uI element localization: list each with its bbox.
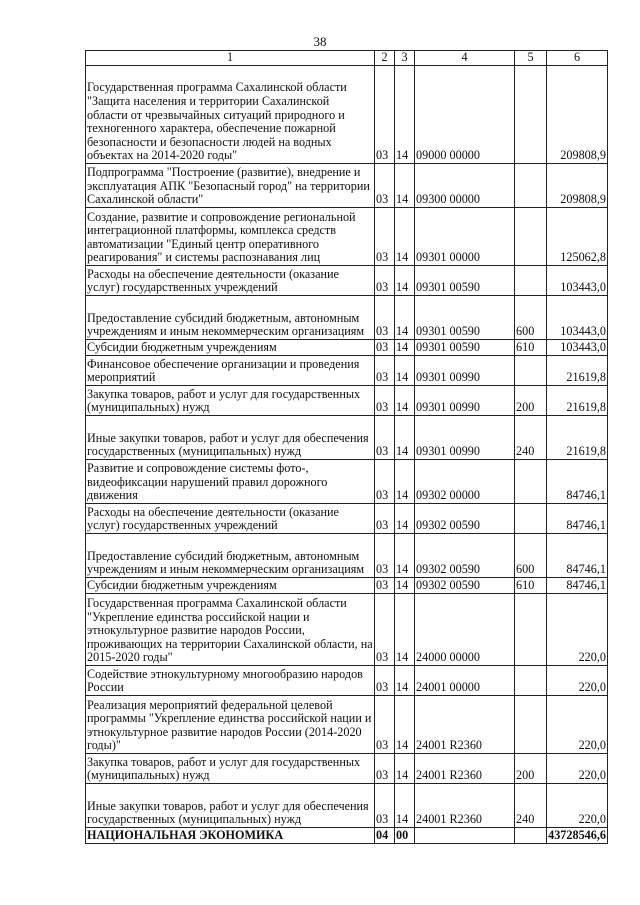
row-name-cell: Иные закупки товаров, работ и услуг для обеспечения государственных (муниципальных) нужд (86, 416, 375, 460)
table-row (86, 828, 608, 844)
target-article-cell: 09000 00000 (415, 66, 515, 164)
row-name-cell: Расходы на обеспечение деятельности (оказание услуг) государственных учреждений (86, 504, 375, 534)
expense-type-cell: 200 (515, 386, 547, 416)
section-code-cell: 03 (375, 386, 395, 416)
target-article-cell (415, 828, 515, 844)
amount-cell: 84746,1 (547, 534, 608, 578)
subsection-code-cell: 14 (395, 356, 415, 386)
expense-type-cell: 600 (515, 296, 547, 340)
section-code-cell: 03 (375, 460, 395, 504)
table-row (86, 66, 608, 164)
table-row (86, 594, 608, 666)
row-name-cell: Реализация мероприятий федеральной целевой программы "Укрепление единства российской нации и этнокультурное развитие народов России (2014-2020 годы)" (86, 696, 375, 754)
section-code-cell: 03 (375, 754, 395, 784)
table-row (86, 784, 608, 828)
target-article-cell: 09301 00990 (415, 356, 515, 386)
amount-cell: 220,0 (547, 666, 608, 696)
section-code-cell: 04 (375, 828, 395, 844)
subsection-code-cell: 14 (395, 340, 415, 356)
expense-type-cell (515, 504, 547, 534)
target-article-cell: 09301 00990 (415, 386, 515, 416)
subsection-code-cell: 14 (395, 208, 415, 266)
amount-cell: 220,0 (547, 784, 608, 828)
row-name-cell: Создание, развитие и сопровождение региональной интеграционной платформы, комплекса средств автоматизации "Единый центр оперативного реагирования" и системы распознавания лиц (86, 208, 375, 266)
target-article-cell: 24001 R2360 (415, 754, 515, 784)
table-row (86, 416, 608, 460)
section-code-cell: 03 (375, 578, 395, 594)
target-article-cell: 09301 00590 (415, 296, 515, 340)
expense-type-cell (515, 66, 547, 164)
amount-cell: 21619,8 (547, 356, 608, 386)
expense-type-cell (515, 356, 547, 386)
target-article-cell: 09301 00590 (415, 340, 515, 356)
target-article-cell: 09300 00000 (415, 164, 515, 208)
amount-cell: 21619,8 (547, 386, 608, 416)
row-name-cell: НАЦИОНАЛЬНАЯ ЭКОНОМИКА (86, 828, 375, 844)
section-code-cell: 03 (375, 340, 395, 356)
target-article-cell: 09302 00590 (415, 578, 515, 594)
section-code-cell: 03 (375, 784, 395, 828)
target-article-cell: 09302 00000 (415, 460, 515, 504)
row-name-cell: Содействие этнокультурному многообразию народов России (86, 666, 375, 696)
table-row (86, 696, 608, 754)
target-article-cell: 09301 00990 (415, 416, 515, 460)
target-article-cell: 09302 00590 (415, 534, 515, 578)
expense-type-cell (515, 164, 547, 208)
subsection-code-cell: 14 (395, 164, 415, 208)
section-code-cell: 03 (375, 696, 395, 754)
target-article-cell: 09302 00590 (415, 504, 515, 534)
table-row (86, 164, 608, 208)
amount-cell: 220,0 (547, 754, 608, 784)
target-article-cell: 09301 00590 (415, 266, 515, 296)
table-row (86, 386, 608, 416)
header-cell: 4 (415, 51, 515, 66)
row-name-cell: Закупка товаров, работ и услуг для государственных (муниципальных) нужд (86, 754, 375, 784)
amount-cell: 220,0 (547, 696, 608, 754)
row-name-cell: Государственная программа Сахалинской области "Укрепление единства российской нации и этнокультурное развитие народов России, проживающих на территории Сахалинской области, на 2015-2020 годы" (86, 594, 375, 666)
section-code-cell: 03 (375, 208, 395, 266)
subsection-code-cell: 14 (395, 460, 415, 504)
table-row (86, 534, 608, 578)
row-name-cell: Расходы на обеспечение деятельности (оказание услуг) государственных учреждений (86, 266, 375, 296)
table-row (86, 208, 608, 266)
expense-type-cell (515, 594, 547, 666)
section-code-cell: 03 (375, 266, 395, 296)
table-row (86, 340, 608, 356)
row-name-cell: Закупка товаров, работ и услуг для государственных (муниципальных) нужд (86, 386, 375, 416)
expense-type-cell (515, 208, 547, 266)
subsection-code-cell: 14 (395, 296, 415, 340)
section-code-cell: 03 (375, 534, 395, 578)
subsection-code-cell: 14 (395, 666, 415, 696)
amount-cell: 125062,8 (547, 208, 608, 266)
header-cell: 3 (395, 51, 415, 66)
table-row (86, 356, 608, 386)
header-cell: 5 (515, 51, 547, 66)
table-row (86, 666, 608, 696)
table-row (86, 296, 608, 340)
row-name-cell: Предоставление субсидий бюджетным, автономным учреждениям и иным некоммерческим организациям (86, 534, 375, 578)
amount-cell: 84746,1 (547, 460, 608, 504)
row-name-cell: Предоставление субсидий бюджетным, автономным учреждениям и иным некоммерческим организациям (86, 296, 375, 340)
expense-type-cell: 610 (515, 340, 547, 356)
row-name-cell: Иные закупки товаров, работ и услуг для обеспечения государственных (муниципальных) нужд (86, 784, 375, 828)
subsection-code-cell: 14 (395, 266, 415, 296)
row-name-cell: Развитие и сопровождение системы фото-, видеофиксации нарушений правил дорожного движения (86, 460, 375, 504)
target-article-cell: 24001 R2360 (415, 696, 515, 754)
subsection-code-cell: 14 (395, 754, 415, 784)
amount-cell: 84746,1 (547, 578, 608, 594)
expense-type-cell (515, 266, 547, 296)
target-article-cell: 09301 00000 (415, 208, 515, 266)
row-name-cell: Субсидии бюджетным учреждениям (86, 578, 375, 594)
amount-cell: 209808,9 (547, 164, 608, 208)
page-number: 38 (313, 34, 327, 49)
section-code-cell: 03 (375, 416, 395, 460)
table-body (86, 66, 608, 844)
target-article-cell: 24000 00000 (415, 594, 515, 666)
section-code-cell: 03 (375, 504, 395, 534)
expense-type-cell: 610 (515, 578, 547, 594)
amount-cell: 103443,0 (547, 340, 608, 356)
row-name-cell: Финансовое обеспечение организации и проведения мероприятий (86, 356, 375, 386)
subsection-code-cell: 14 (395, 578, 415, 594)
subsection-code-cell: 14 (395, 66, 415, 164)
subsection-code-cell: 14 (395, 784, 415, 828)
amount-cell: 220,0 (547, 594, 608, 666)
amount-cell: 103443,0 (547, 296, 608, 340)
expense-type-cell: 240 (515, 784, 547, 828)
amount-cell: 84746,1 (547, 504, 608, 534)
amount-cell: 103443,0 (547, 266, 608, 296)
row-name-cell: Субсидии бюджетным учреждениям (86, 340, 375, 356)
section-code-cell: 03 (375, 356, 395, 386)
expense-type-cell: 200 (515, 754, 547, 784)
header-cell: 2 (375, 51, 395, 66)
header-cell: 6 (547, 51, 608, 66)
section-code-cell: 03 (375, 666, 395, 696)
table-row (86, 754, 608, 784)
target-article-cell: 24001 R2360 (415, 784, 515, 828)
subsection-code-cell: 00 (395, 828, 415, 844)
header-row (86, 51, 608, 66)
row-name-cell: Государственная программа Сахалинской области "Защита населения и территории Сахалинской области от чрезвычайных ситуаций природного и техногенного характера, обеспечение пожарной безопасности и безопасности людей на водных объектах на 2014-2020 годы" (86, 66, 375, 164)
expense-type-cell: 600 (515, 534, 547, 578)
subsection-code-cell: 14 (395, 534, 415, 578)
budget-table (85, 50, 608, 844)
target-article-cell: 24001 00000 (415, 666, 515, 696)
section-code-cell: 03 (375, 164, 395, 208)
expense-type-cell: 240 (515, 416, 547, 460)
amount-cell: 43728546,6 (548, 828, 606, 843)
section-code-cell: 03 (375, 296, 395, 340)
subsection-code-cell: 14 (395, 594, 415, 666)
amount-cell: 21619,8 (547, 416, 608, 460)
table-row (86, 578, 608, 594)
amount-cell: 209808,9 (547, 66, 608, 164)
subsection-code-cell: 14 (395, 386, 415, 416)
table-row (86, 504, 608, 534)
header-cell: 1 (86, 51, 375, 66)
expense-type-cell (515, 696, 547, 754)
subsection-code-cell: 14 (395, 696, 415, 754)
subsection-code-cell: 14 (395, 416, 415, 460)
table-row (86, 460, 608, 504)
row-name-cell: Подпрограмма "Построение (развитие), внедрение и эксплуатация АПК "Безопасный город" на территории Сахалинской области" (86, 164, 375, 208)
expense-type-cell (515, 666, 547, 696)
subsection-code-cell: 14 (395, 504, 415, 534)
expense-type-cell (515, 460, 547, 504)
table-row (86, 266, 608, 296)
expense-type-cell (515, 828, 547, 844)
section-code-cell: 03 (375, 594, 395, 666)
section-code-cell: 03 (375, 66, 395, 164)
